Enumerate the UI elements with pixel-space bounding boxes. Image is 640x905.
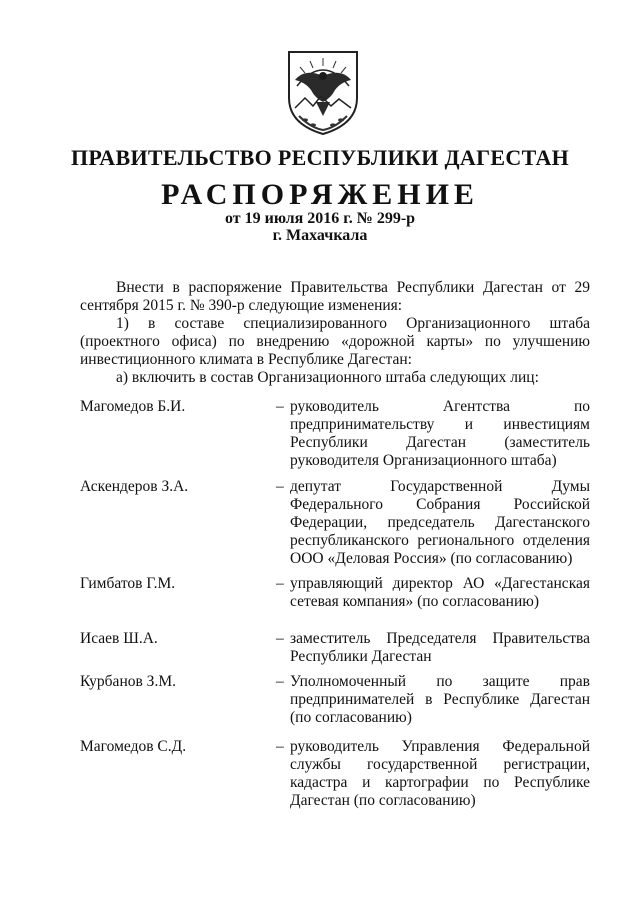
document-body — [80, 279, 590, 387]
member-name: Магомедов Б.И. — [80, 398, 186, 415]
document-date-number: от 19 июля 2016 г. № 299-р — [224, 210, 416, 227]
body-paragraph-1: Внести в распоряжение Правительства Республики Дагестан от 29 сентября 2015 г. № 390-р следующие изменения: — [80, 279, 590, 314]
member-name: Гимбатов Г.М. — [80, 575, 176, 592]
member-role: Уполномоченный по защите прав предпринимателей в Республике Дагестан (по согласованию) — [290, 673, 590, 726]
member-role: руководитель Управления Федеральной службы государственной регистрации, кадастра и картографии по Республике Дагестан (по согласованию) — [290, 738, 590, 809]
member-dash: – — [276, 478, 284, 495]
member-role: руководитель Агентства по предпринимательству и инвестициям Республики Дагестан (заместитель руководителя Организационного штаба) — [290, 398, 590, 469]
member-name: Курбанов З.М. — [80, 673, 176, 690]
body-paragraph-3: а) включить в состав Организационного штаба следующих лиц: — [116, 369, 539, 386]
document-type-title: РАСПОРЯЖЕНИЕ — [161, 178, 479, 211]
member-role: депутат Государственной Думы Федерального Собрания Российской Федерации, председатель Дагестанского республиканского регионального отделения ООО «Деловая Россия» (по согласованию) — [290, 478, 590, 567]
member-dash: – — [276, 575, 284, 592]
government-name: ПРАВИТЕЛЬСТВО РЕСПУБЛИКИ ДАГЕСТАН — [70, 145, 570, 170]
document-city: г. Махачкала — [272, 227, 368, 244]
member-name: Исаев Ш.А. — [80, 630, 158, 647]
member-role: заместитель Председателя Правительства Республики Дагестан — [290, 630, 590, 665]
member-name: Магомедов С.Д. — [80, 738, 187, 755]
body-paragraph-2: 1) в составе специализированного Организационного штаба (проектного офиса) по внедрению «дорожной карты» по улучшению инвестиционного климата в Республике Дагестан: — [80, 315, 590, 368]
member-dash: – — [276, 630, 284, 647]
member-name: Аскендеров З.А. — [80, 478, 189, 495]
member-dash: – — [276, 673, 284, 690]
member-dash: – — [276, 398, 284, 415]
member-dash: – — [276, 738, 284, 755]
dagestan-coat-of-arms-icon — [283, 46, 363, 136]
member-role: управляющий директор АО «Дагестанская сетевая компания» (по согласованию) — [290, 575, 590, 610]
